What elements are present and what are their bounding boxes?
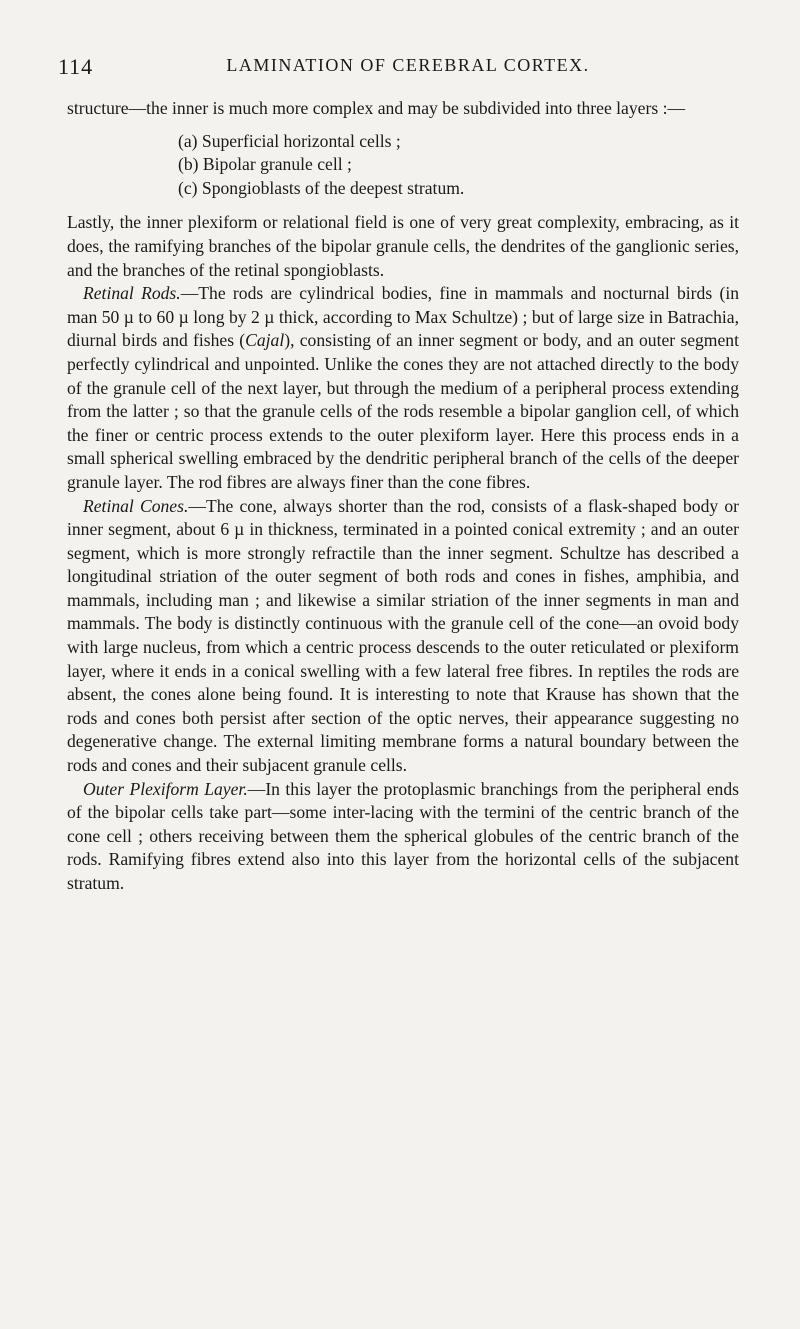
plexiform-paragraph: Lastly, the inner plexiform or relational field is one of very great complexity, embracing, as it does, the ramifying branches of the bipolar granule cells, the dendrites of the ganglionic series, and the branches of the retinal spongioblasts. xyxy=(67,212,739,280)
list-item: (b) Bipolar granule cell ; xyxy=(178,154,352,175)
page-number: 114 xyxy=(58,54,94,79)
rods-text-b: ), consisting of an inner segment or body, and an outer segment perfectly cylindrical and unpointed. Unlike the cones they are not attached directly to the body of the granule cell of the next layer, but through the medium of a peripheral process extending from the latter ; so that the granule cells of the rods resemble a bipolar ganglion cell, of which the finer or centric process extends to the outer plexiform layer. Here this process ends in a small spherical swelling embraced by the dendritic peripheral branch of the cells of the deeper granule layer. The rod fibres are always finer than the cone fibres. xyxy=(67,330,739,492)
list-item: (a) Superficial horizontal cells ; xyxy=(178,130,401,151)
intro-paragraph: structure—the inner is much more complex and may be subdivided into three layers :— xyxy=(67,98,686,118)
outer-plexiform-text: —In this layer the protoplasmic branchings from the peripheral ends of the bipolar cells take part—some inter-lacing with the termini of the centric branch of the cone cell ; others receiving between them the spherical globules of the centric branch of the rods. Ramifying fibres extend also into this layer from the horizontal cells of the subjacent stratum. xyxy=(67,778,739,893)
rods-heading: Retinal Rods. xyxy=(83,283,181,304)
cones-paragraph xyxy=(67,495,739,778)
rods-paragraph xyxy=(67,282,739,494)
cones-text: —The cone, always shorter than the rod, consists of a flask-shaped body or inner segment, about 6 µ in thickness, terminated in a pointed conical extremity ; and an outer segment, which is more strongly refractile than the inner segment. Schultze has described a longitudinal striation of the outer segment of both rods and cones in fishes, amphibia, and mammals, including man ; and likewise a similar striation of the inner segments in man and mammals. The body is distinctly continuous with the granule cell of the cone—an ovoid body with large nucleus, from which a centric process descends to the outer reticulated or plexiform layer, where it ends in a conical swelling with a few lateral free fibres. In reptiles the rods are absent, the cones alone being found. It is interesting to note that Krause has shown that the rods and cones both persist after section of the optic nerves, their appearance suggesting no degenerative change. The external limiting membrane forms a natural boundary between the rods and cones and their subjacent granule cells. xyxy=(67,495,739,776)
page-header xyxy=(58,54,748,84)
outer-plexiform-paragraph xyxy=(67,778,739,896)
running-title: LAMINATION OF CEREBRAL CORTEX. xyxy=(226,55,590,75)
layer-list xyxy=(67,130,739,201)
body-text xyxy=(67,97,739,896)
outer-plexiform-heading: Outer Plexiform Layer. xyxy=(83,778,248,799)
cajal-citation: Cajal xyxy=(245,330,285,351)
list-item: (c) Spongioblasts of the deepest stratum. xyxy=(178,177,465,198)
rods-text-a: —The rods are cylindrical bodies, fine in mammals and nocturnal birds (in man 50 µ to 60 µ long by 2 µ thick, according to Max Schultze) ; but of large size in Batrachia, diurnal birds and fishes ( xyxy=(67,283,739,351)
cones-heading: Retinal Cones. xyxy=(83,495,189,516)
